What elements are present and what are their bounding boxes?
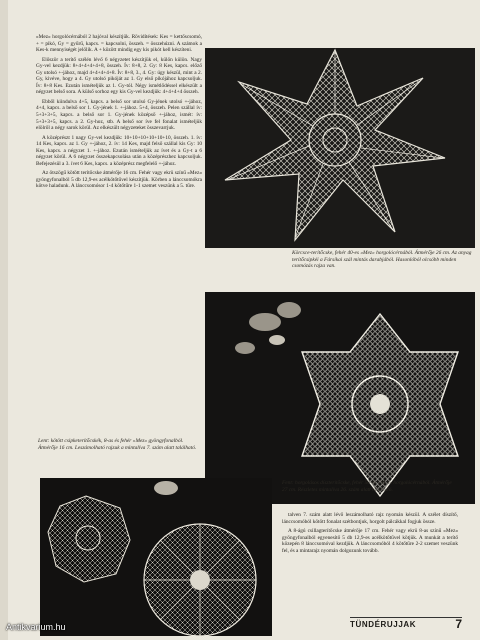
star-doily-image [205, 48, 475, 248]
doily-photo-bottom [40, 478, 272, 636]
page-number: 7 [455, 617, 462, 631]
watermark: Antikvarium.hu [6, 622, 66, 632]
page-footer [350, 617, 462, 632]
caption-top-right: Körcsce-terítőcske, fehér 40-es »Mez« horgolócérnából. Átmérője 26 cm. Az anyag terítőcsipkéi a Fársikai szál mintás darabjából. Hasonlóból olcsóbb minden csomózás rajza van. [292, 250, 472, 270]
paragraph: »Mez« horgolócérnából 2 hajóval készítjük. Rövidítések: Kes = kettőscsomó, + = pikó, Gy = gyűrű, kapcs. = kapcsolni, összeh. = összehúzni. A számok a Kes-k mennyiségét jelölik. A + között mindig egy kis pikót kell készíteni. [36, 34, 202, 54]
paragraph: Ebből kiindulva 4+5, kapcs. a belső sor utolsó Gy-jének utolsó +-jához, 4+4, kapcs. a belső sor 1. Gy-jének 1. +-jához. 5+4, összeh. Pelen szállal ív: 5+3+3+5, kapcs. a belső sor 1. Gy-jének középső +-jához, ismét: ív: 5+3+3+5, kapcs. a 2. Gy-hoz, stb. A belső sor íve fel fonalat ismételjük elölről a négy sarok körül. Az elkészült négyzeteket összevarrjuk. [36, 98, 202, 132]
magazine-title: TÜNDÉRUJJAK [350, 620, 417, 629]
knitted-doilies-image [40, 478, 272, 636]
paragraph: Az ötszögű kötött terítőcske átmérője 16 cm. Fehér vagy ekrü színű »Mez« gyöngyfonalból 5 db 12,9-es acélkötőtűvel készítjük. Körben a lánccsomókra kötve haladunk. A lánccsomósor 1-4 kötőtűre 1-1 szemet veszünk a 5. tűre. [36, 170, 202, 190]
paragraph: talven 7. szám alatt lévő leszámolható rajz nyomán készül. A szélet díszítő, lánccsomóból kötött fonalat szétbontjuk, horgolt pálcákkal fogjuk össze. [282, 512, 458, 525]
instructions-column [36, 34, 202, 193]
figurine [154, 481, 178, 495]
paragraph: A 8-ágú csillagterítőcske átmérője 17 cm. Fehér vagy ekrü 8-as színű »Mez« gyöngyfonalból egyenesítő 5 db 12,9-es acélkötőtűvel kötjük. A munkát a terítő közepén 8 lánccsomóval kezdjük. A lánccsomóból 4 kötőtűre 2-2 szemet veszünk fel, és a mintarajz nyomán dolgozunk tovább. [282, 528, 458, 554]
caption-right-bottom: Fent: horgolásos díszterítőcske, fehér 50-es »Mez« horgolócérnából. Átmérője 27 cm. Részletes mintalíva 26. szám alatt található. [282, 480, 452, 493]
paragraph: A középrészt 1 nagy Gy-vel kezdjük: 10+10+10+10+10+10, összeh. 1. ív: 14 Kes, kapcs. az 1. Gy +-jához, 2. ív: 14 Kes, majd felső szállal kis Gy: 10 Kes, kapcs. a négyzet 1. +-jához. Ezután ismételjük az ívet és a Gy-t a 6 négyzet körül. A 6 négyzet összekapcsolása után a középrészhez kapcsoljuk. Befejezésül a 3. ívet 6 Kes, kapcs. a középrész megfelelő +-jához. [36, 134, 202, 167]
doily-photo-top [205, 48, 475, 248]
caption-left-middle: Lent: kötött csipketerítőcskék, 8-as és fehér »Mez« gyöngyfonalból. Átmérője 16 cm. Leszámolható rajzuk a mintalíva 7. szám alatt található. [38, 438, 197, 451]
figurines [235, 302, 301, 354]
paragraph: Először a terítő szélén lévő 6 négyzetet készítjük el, külön külön. Nagy Gy-vel kezdjük: 8+4+4+4+4+8, összeh. Ív: 8+8, 2. Gy: 8 Kes, kapcs. előző Gy utolsó +-jához, majd 4+4+4+4+8. Ív: 8+8, 3., 4. Gy: úgy készül, mint a 2. Gy, kivéve, hogy a 4. Gy utolsó pikóját az 1. Gy első pikójához kapcsoljuk. Ív: 8+8 Kes. Ezután ismételjük az 1. Gy-tól. Négy ismétlődéssel elkészült a négyzet belső sora. A külső sorhoz egy kis Gy-vel kezdjük: 4+4+4+4 összeh. [36, 56, 202, 96]
instructions-bottom [282, 512, 458, 557]
page-edge [0, 0, 8, 640]
doily-photo-middle [205, 292, 475, 504]
hexagon-doily-image [205, 292, 475, 504]
